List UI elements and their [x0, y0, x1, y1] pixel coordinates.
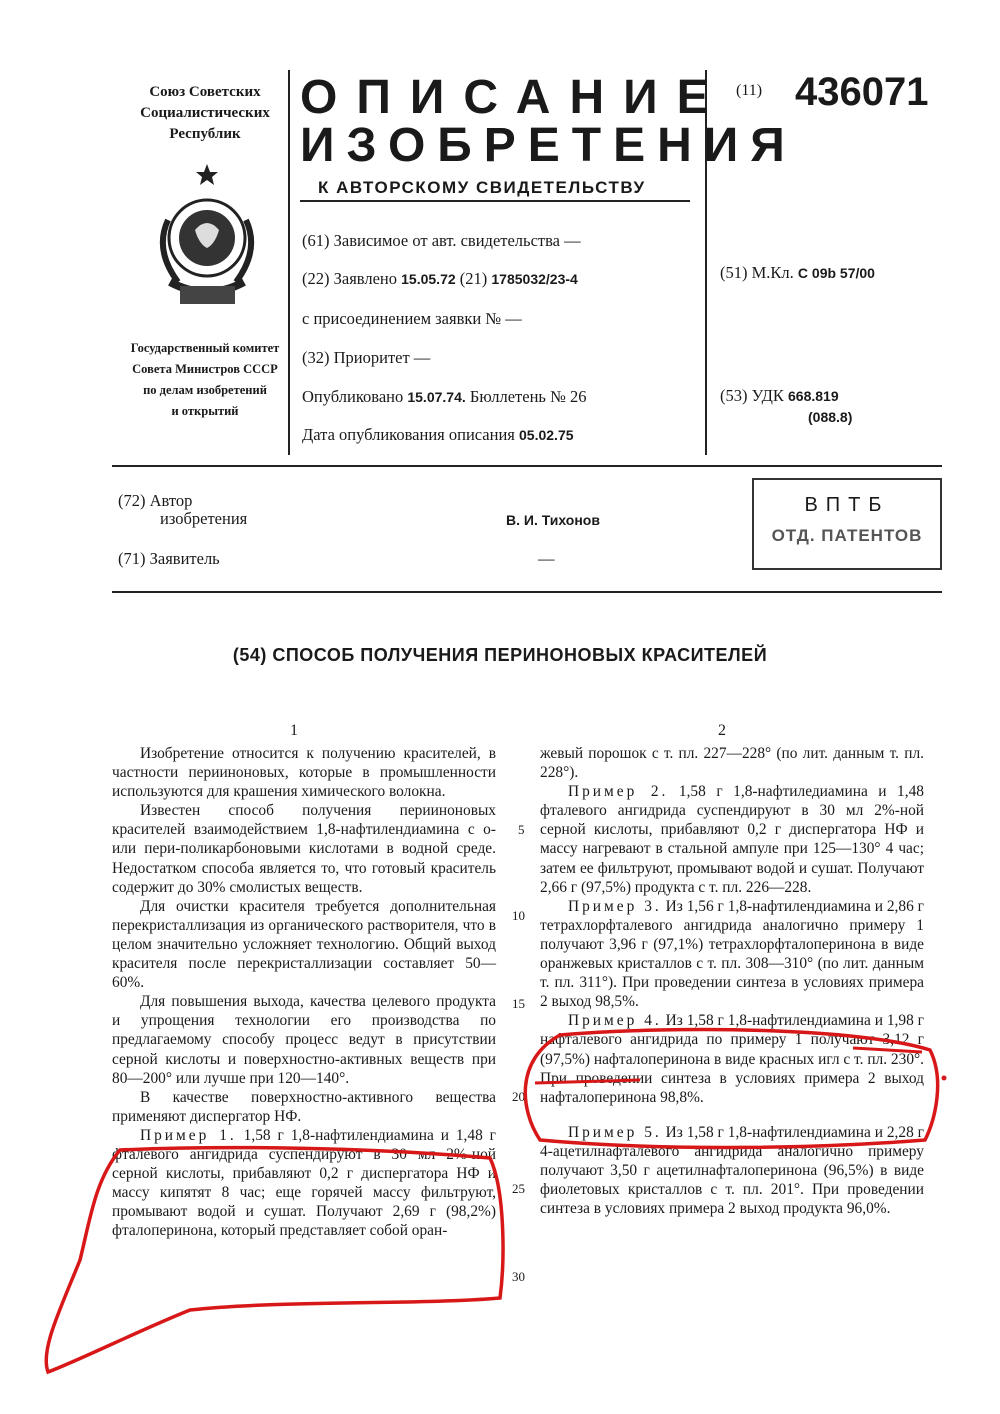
document-subtitle: К АВТОРСКОМУ СВИДЕТЕЛЬСТВУ: [318, 178, 646, 197]
field-72-label-1: (72) Автор: [118, 491, 193, 510]
field-51-label: (51) М.Кл.: [720, 263, 794, 282]
line-number: 20: [512, 1089, 525, 1104]
col1-paragraph: Для повышения выхода, качества целевого продукта и упрощения технологии его производства по предлагаемому способу процесс ведут в присутствии серной кислоты и поверхностно-активных веществ при 80—200° или лучше при 120—140°.: [112, 993, 496, 1087]
col1-paragraph: Изобретение относится к получению красителей, в частности перииноновых, которые в промышленности используются для крашения химического волокна.: [112, 745, 496, 801]
union-name: [110, 82, 300, 145]
field-72-label-2: изобретения: [160, 509, 248, 528]
annotation-dot: [942, 1076, 947, 1081]
field-53-value-2: (088.8): [808, 409, 853, 425]
field-51-value: С 09b 57/00: [797, 265, 875, 281]
field-21-value: 1785032/23-4: [491, 271, 578, 287]
field-21-label: (21): [459, 269, 488, 288]
description-date: 05.02.75: [519, 427, 574, 443]
col2-example-3: [540, 897, 924, 1012]
column-number-1: 1: [290, 722, 298, 739]
header-separator: [112, 465, 942, 467]
line-number: 15: [512, 996, 525, 1011]
col2-paragraph: жевый порошок с т. пл. 227—228° (по лит. данным т. пл. 228°).: [540, 745, 924, 782]
column-number-2: 2: [718, 722, 726, 739]
line-number: 10: [512, 908, 525, 923]
col2-example-2: [540, 782, 924, 897]
bulletin: Бюллетень № 26: [469, 387, 587, 406]
example-label: Пример 5.: [568, 1123, 662, 1141]
published-date: 15.07.74.: [407, 389, 466, 405]
field-22-21: [302, 268, 578, 290]
committee-line-1: Государственный комитет: [130, 341, 280, 355]
example-text: 1,58 г 1,8-нафтилендиамина и 1,48 г фталевого ангидрида суспендируют в 30 мл 2%-ной серной кислоты, прибавляют 0,2 г диспергатора НФ и массу кипятят 8 час; еще горячей массу фильтруют, промывают водой и сушат. Получают 2,69 г (98,2%) фталоперинона, который представляет собой оран-: [112, 1126, 496, 1240]
col1-paragraph: Известен способ получения перииноновых красителей взаимодействием 1,8-нафтилендиамина с о- или пери-поликарбоновыми кислотами в водной среде. Недостатком способа является то, что готовый краситель содержит до 30% смолистых веществ.: [112, 802, 496, 896]
column-1-text: [112, 744, 496, 1240]
column-2-text: [540, 744, 924, 1218]
stamp-line-2: ОТД. ПАТЕНТОВ: [771, 526, 923, 545]
patent-number-label: (11): [736, 82, 763, 99]
document-title-line-2: ИЗОБРЕТЕНИЯ: [300, 119, 797, 172]
example-label: Пример 3.: [568, 897, 662, 915]
invention-title: (54) СПОСОБ ПОЛУЧЕНИЯ ПЕРИНОНОВЫХ КРАСИТЕЛЕЙ: [232, 645, 768, 665]
library-stamp: [752, 478, 942, 570]
patent-number: 436071: [795, 70, 929, 114]
col1-paragraph: Для очистки красителя требуется дополнительная перекристаллизация из органического растворителя, что в целом значительно усложняет технологию. Общий выход красителя после перекристаллизации составляет 50—60%.: [112, 897, 496, 992]
line-number: 5: [518, 822, 525, 837]
stamp-line-1: ВПТБ: [804, 494, 890, 516]
field-51: [720, 262, 875, 284]
line-number: 25: [512, 1181, 525, 1196]
committee-line-2: Совета Министров СССР: [132, 362, 278, 376]
line-number: 30: [512, 1269, 525, 1284]
committee-line-4: и открытий: [171, 404, 239, 418]
committee-line-3: по делам изобретений: [143, 383, 267, 397]
col1-example-1: [112, 1126, 496, 1241]
field-32: (32) Приоритет —: [302, 348, 431, 367]
field-published: [302, 386, 586, 408]
committee-name: [110, 338, 300, 422]
col2-example-4: [540, 1011, 924, 1106]
document-title-line-1: ОПИСАНИЕ: [300, 71, 728, 124]
col1-paragraph: В качестве поверхностно-активного вещества применяют диспергатор НФ.: [112, 1088, 496, 1125]
field-53: [720, 385, 839, 407]
author-name: В. И. Тихонов: [506, 512, 600, 528]
field-22-date: 15.05.72: [401, 271, 456, 287]
description-date-label: Дата опубликования описания: [302, 425, 515, 444]
example-label: Пример 1.: [140, 1126, 237, 1144]
example-text: Из 1,56 г 1,8-нафтилендиамина и 2,86 г тетрахлорфталевого ангидрида аналогично примеру 1 получают 3,96 г (97,1%) тетрахлорфталоперинона в виде оранжевых кристаллов с т. пл. 308—310° (по лит. данным т. пл. 311°). При проведении синтеза в условиях примера 2 выход 98,5%.: [540, 897, 924, 1011]
subtitle-underline: [300, 200, 690, 202]
field-71-label: (71) Заявитель: [118, 549, 220, 568]
example-label: Пример 4.: [568, 1012, 662, 1030]
field-attachment: с присоединением заявки № —: [302, 309, 522, 328]
example-label: Пример 2.: [568, 783, 669, 801]
applicant-value: —: [538, 549, 555, 568]
example-text: Из 1,58 г 1,8-нафтилендиамина и 1,98 г нафталевого ангидрида по примеру 1 получают 3,12 г (97,5%) нафталоперинона в виде красных игл с т. пл. 230°. При проведении синтеза в условиях примера 2 выход нафталоперинона 98,8%.: [540, 1012, 925, 1106]
published-label: Опубликовано: [302, 387, 404, 406]
union-line-3: Республик: [169, 126, 241, 142]
example-text: 1,58 г 1,8-нафтиледиамина и 1,48 фталевого ангидрида суспендируют в 30 мл 2%-ной серной кислоты, прибавляют 0,2 г диспергатора НФ и массу нагревают в стальной ампуле при 125—130° 4 час; затем ее фильтруют, промывают водой и сушат. Получают 2,66 г (97,5%) продукта с т. пл. 226—228.: [540, 783, 924, 896]
authors-separator: [112, 591, 942, 593]
field-description-date: [302, 424, 574, 446]
ussr-emblem-icon: [140, 160, 275, 320]
union-line-1: Союз Советских: [149, 84, 261, 100]
union-line-2: Социалистических: [140, 105, 270, 121]
field-53-label: (53) УДК: [720, 386, 784, 405]
example-text: Из 1,58 г 1,8-нафтилендиамина и 2,28 г 4-ацетилнафталевого ангидрида аналогично примеру получают 3,50 г ацетилнафталоперинона (96,5%) в виде фиолетовых кристаллов с т. пл. 201°. При проведении синтеза в условиях примера 2 выход продукта 96,0%.: [540, 1123, 924, 1218]
field-61: (61) Зависимое от авт. свидетельства —: [302, 231, 581, 250]
col2-example-5: [540, 1123, 924, 1218]
field-53-value-1: 668.819: [788, 388, 839, 404]
field-22-label: (22) Заявлено: [302, 269, 398, 288]
vertical-divider-left: [288, 70, 290, 455]
